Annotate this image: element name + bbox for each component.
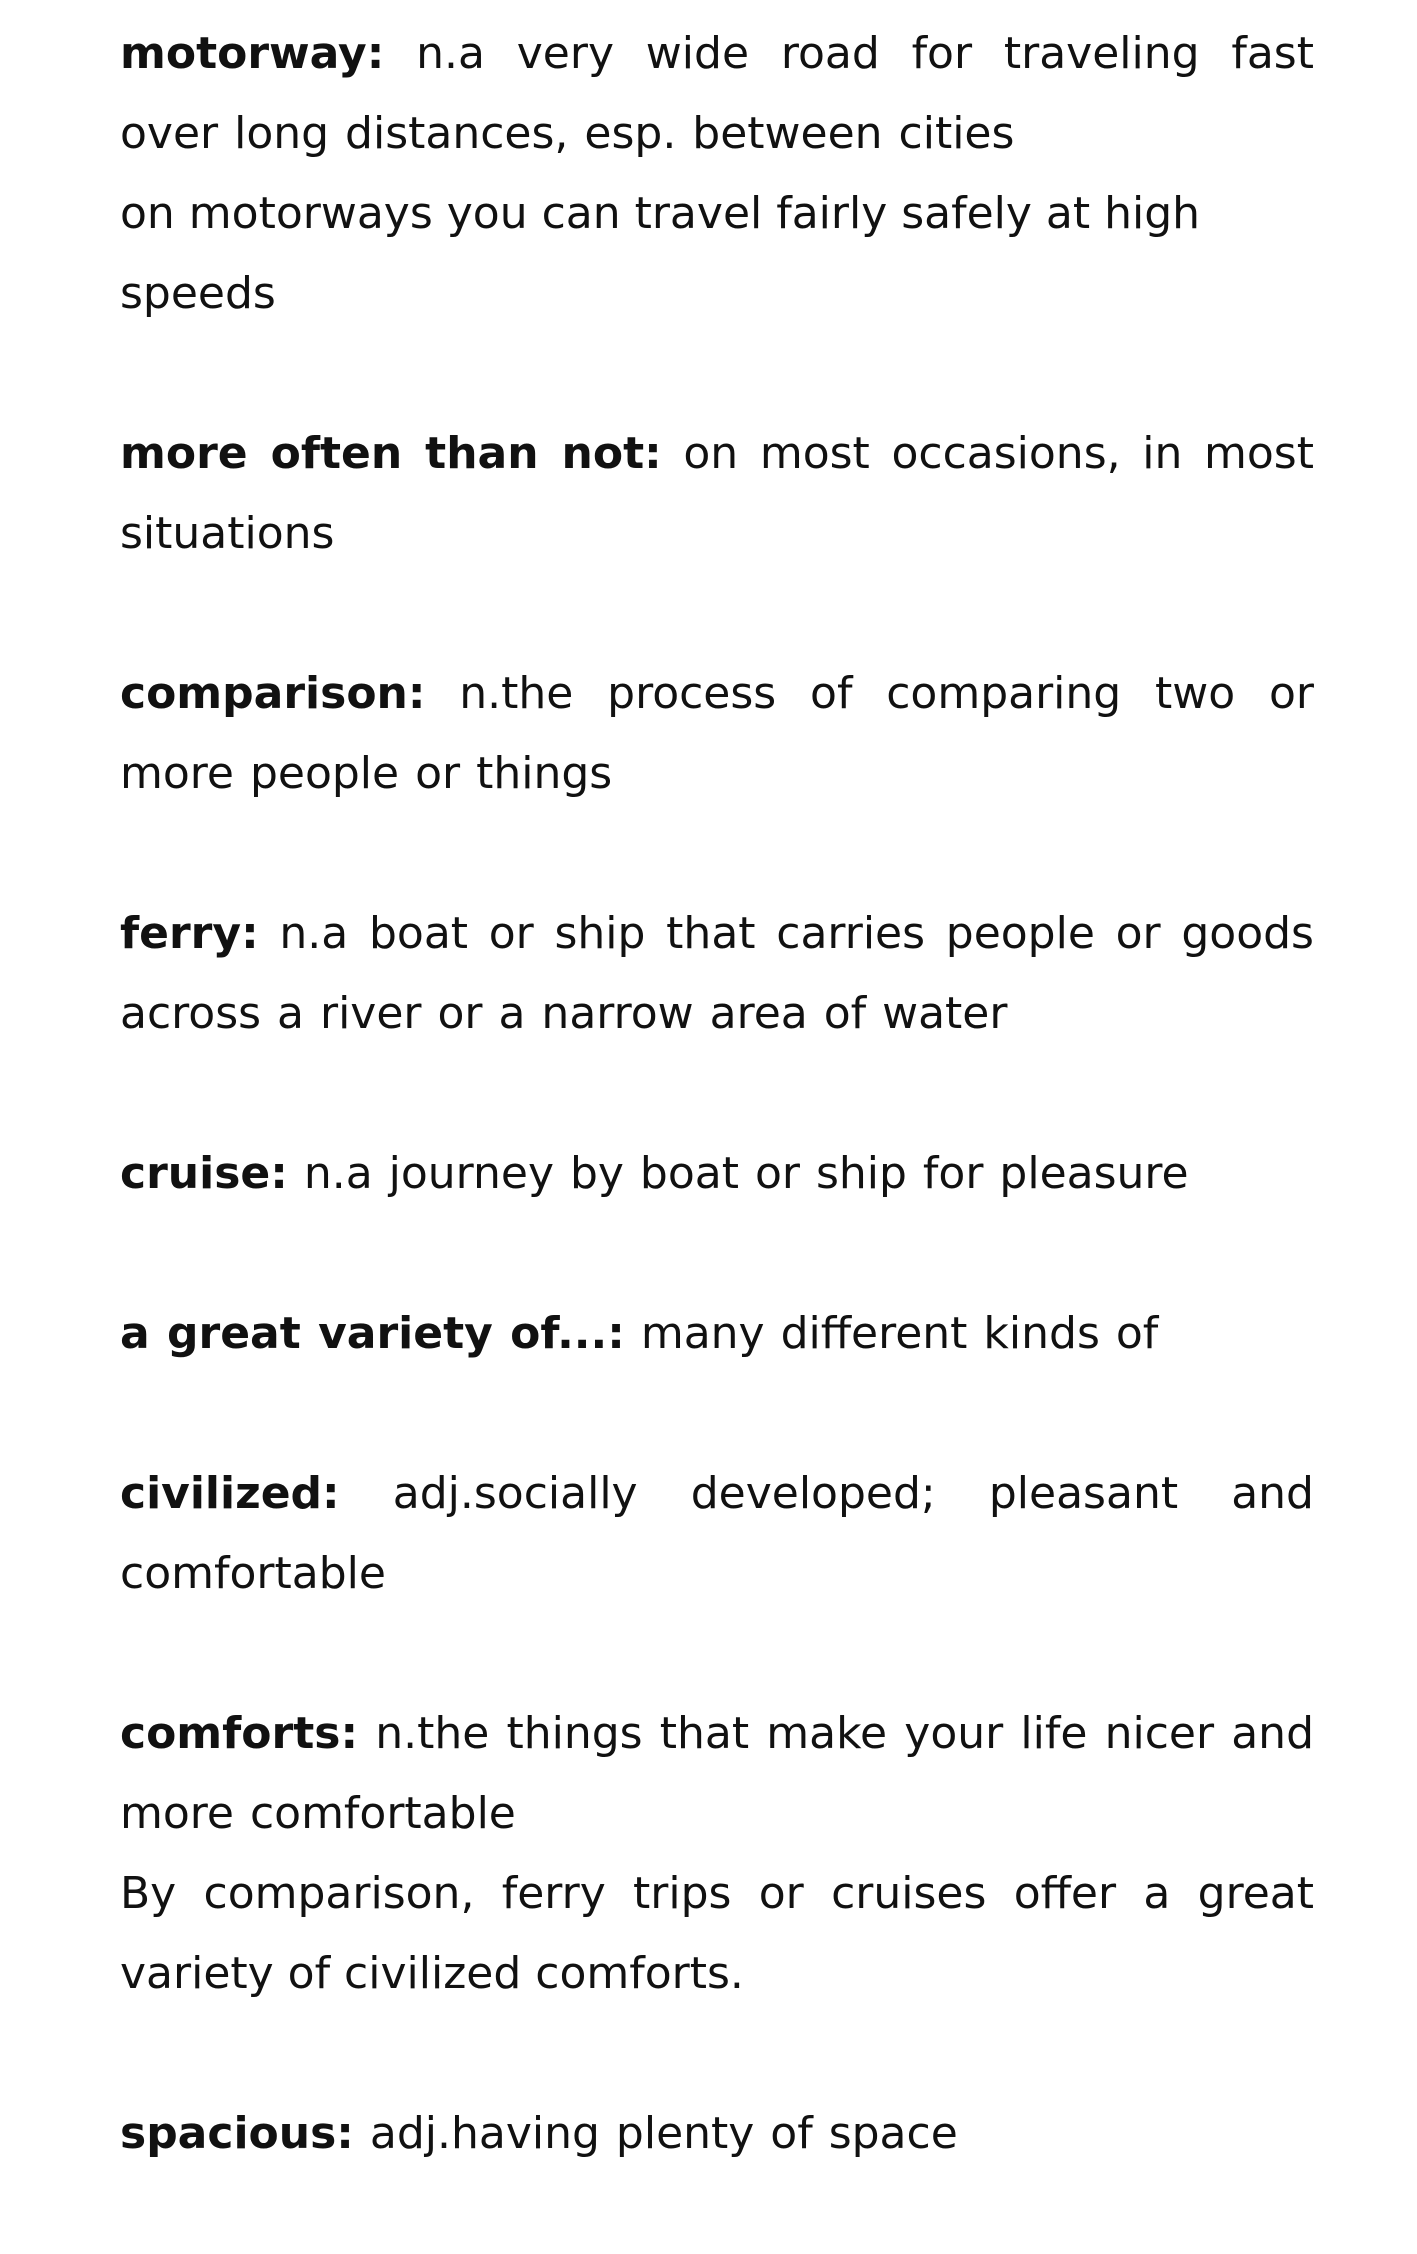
entry-comforts (120, 1694, 1314, 2014)
term: cruise: (120, 1148, 288, 1199)
term: more often than not: (120, 428, 662, 479)
definition: n.a very wide road for traveling fast over long distances, esp. between cities (120, 28, 1314, 159)
definition-line (120, 894, 1314, 1054)
entry-a-great-variety-of (120, 1294, 1314, 1374)
entry-civilized (120, 1454, 1314, 1614)
definition-line (120, 654, 1314, 814)
definition: adj.socially developed; pleasant and comfortable (120, 1468, 1314, 1599)
definition: many different kinds of (640, 1308, 1159, 1359)
term: comforts: (120, 1708, 359, 1759)
definition: n.a boat or ship that carries people or goods across a river or a narrow area of water (120, 908, 1314, 1039)
definition-line (120, 14, 1314, 174)
definition: adj.having plenty of space (369, 2108, 958, 2159)
term: civilized: (120, 1468, 340, 1519)
entry-motorway (120, 14, 1314, 334)
vocabulary-document (120, 14, 1314, 2254)
term: comparison: (120, 668, 426, 719)
definition: on most occasions, in most situations (120, 428, 1314, 559)
definition: n.a journey by boat or ship for pleasure (303, 1148, 1189, 1199)
definition-line (120, 414, 1314, 574)
entry-ferry (120, 894, 1314, 1054)
definition: n.the process of comparing two or more people or things (120, 668, 1314, 799)
definition-line (120, 1294, 1314, 1374)
definition-line (120, 1694, 1314, 1854)
entry-spacious (120, 2094, 1314, 2174)
definition-line (120, 1454, 1314, 1614)
term: ferry: (120, 908, 259, 959)
term: spacious: (120, 2108, 354, 2159)
term: motorway: (120, 28, 385, 79)
definition-line (120, 2094, 1314, 2174)
example-sentence: By comparison, ferry trips or cruises offer a great variety of civilized comforts. (120, 1868, 1314, 1999)
definition: n.the things that make your life nicer and more comfortable (120, 1708, 1314, 1839)
entry-cruise (120, 1134, 1314, 1214)
definition-line (120, 1134, 1314, 1214)
entry-comparison (120, 654, 1314, 814)
example-sentence: on motorways you can travel fairly safely at high speeds (120, 188, 1201, 319)
entry-more-often-than-not (120, 414, 1314, 574)
term: a great variety of...: (120, 1308, 625, 1359)
